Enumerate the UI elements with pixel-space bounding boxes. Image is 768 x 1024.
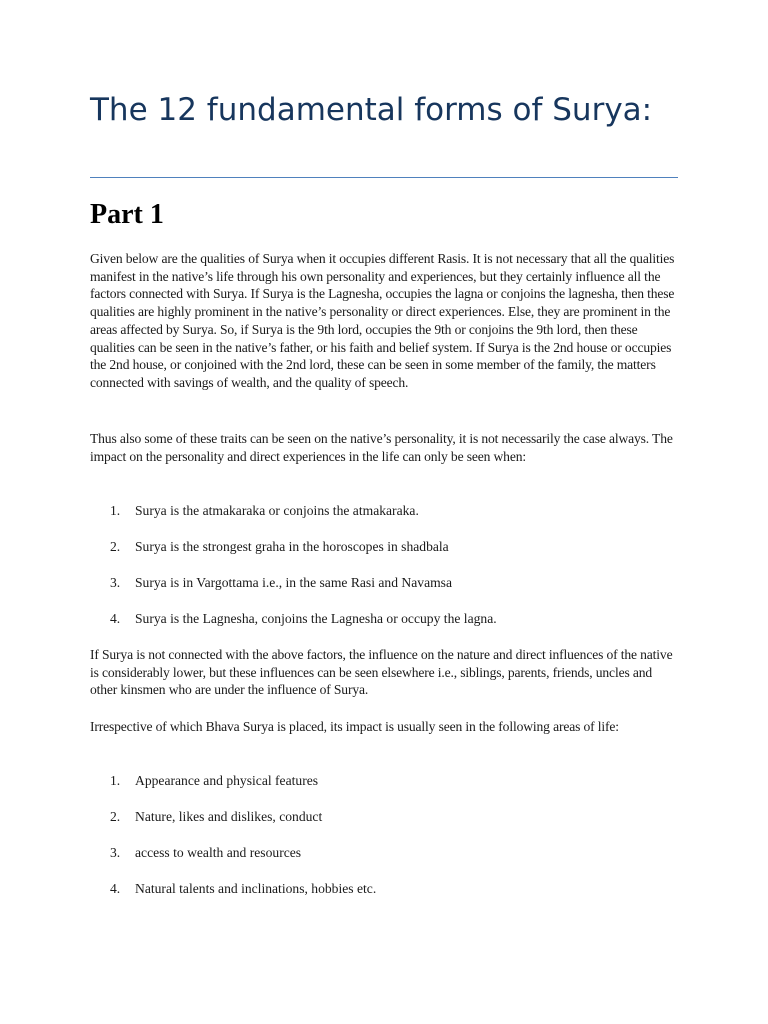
list-item (90, 844, 680, 880)
title-underline-rule (90, 177, 678, 178)
list-item-text: Surya is the atmakaraka or conjoins the atmakaraka. (135, 503, 419, 518)
list-item-text: Surya is in Vargottama i.e., in the same Rasi and Navamsa (135, 575, 452, 590)
part-heading: Part 1 (90, 199, 164, 230)
paragraph-areas: Irrespective of which Bhava Surya is placed, its impact is usually seen in the following areas of life: (90, 719, 619, 734)
list-item (90, 772, 680, 808)
list-item-number: 4. (110, 611, 121, 626)
list-item-number: 1. (110, 503, 121, 518)
list-item-number: 4. (110, 881, 121, 896)
paragraph-intro: Given below are the qualities of Surya when it occupies different Rasis. It is not necessary that all the qualities manifest in the native’s life through his own personality and experiences, but they certainly influence all the factors connected with Surya. If Surya is the Lagnesha, occupies the lagna or conjoins the lagnesha, then these qualities are highly prominent in the native’s personality or direct experiences. Else, they are prominent in the areas affected by Surya. So, if Surya is the 9th lord, occupies the 9th or conjoins the 9th lord, then these qualities can be seen in the native’s father, or his faith and belief system. If Surya is the 2nd house or occupies the 2nd house, or conjoined with the 2nd lord, these can be seen in some member of the family, the matters connected with savings of wealth, and the quality of speech. (90, 251, 675, 390)
conditions-list (90, 502, 680, 646)
list-item-number: 1. (110, 773, 121, 788)
list-item (90, 808, 680, 844)
list-item (90, 574, 680, 610)
list-item (90, 538, 680, 574)
list-item-text: Surya is the strongest graha in the horoscopes in shadbala (135, 539, 449, 554)
areas-list (90, 772, 680, 916)
list-item-text: Surya is the Lagnesha, conjoins the Lagnesha or occupy the lagna. (135, 611, 497, 626)
list-item (90, 610, 680, 646)
list-item-number: 2. (110, 809, 121, 824)
list-item-text: Natural talents and inclinations, hobbies etc. (135, 881, 377, 896)
list-item-number: 3. (110, 845, 121, 860)
list-item (90, 502, 680, 538)
list-item-number: 3. (110, 575, 121, 590)
paragraph-influence: If Surya is not connected with the above factors, the influence on the nature and direct influences of the native is considerably lower, but these influences can be seen elsewhere i.e., siblings, parents, friends, uncles and other kinsmen who are under the influence of Surya. (90, 647, 673, 698)
paragraph-traits: Thus also some of these traits can be seen on the native’s personality, it is not necessarily the case always. The impact on the personality and direct experiences in the life can only be seen when: (90, 431, 673, 464)
list-item-number: 2. (110, 539, 121, 554)
document-title: The 12 fundamental forms of Surya: (90, 92, 653, 128)
list-item-text: access to wealth and resources (135, 845, 302, 860)
list-item-text: Nature, likes and dislikes, conduct (135, 809, 323, 824)
list-item-text: Appearance and physical features (135, 773, 319, 788)
list-item (90, 880, 680, 916)
